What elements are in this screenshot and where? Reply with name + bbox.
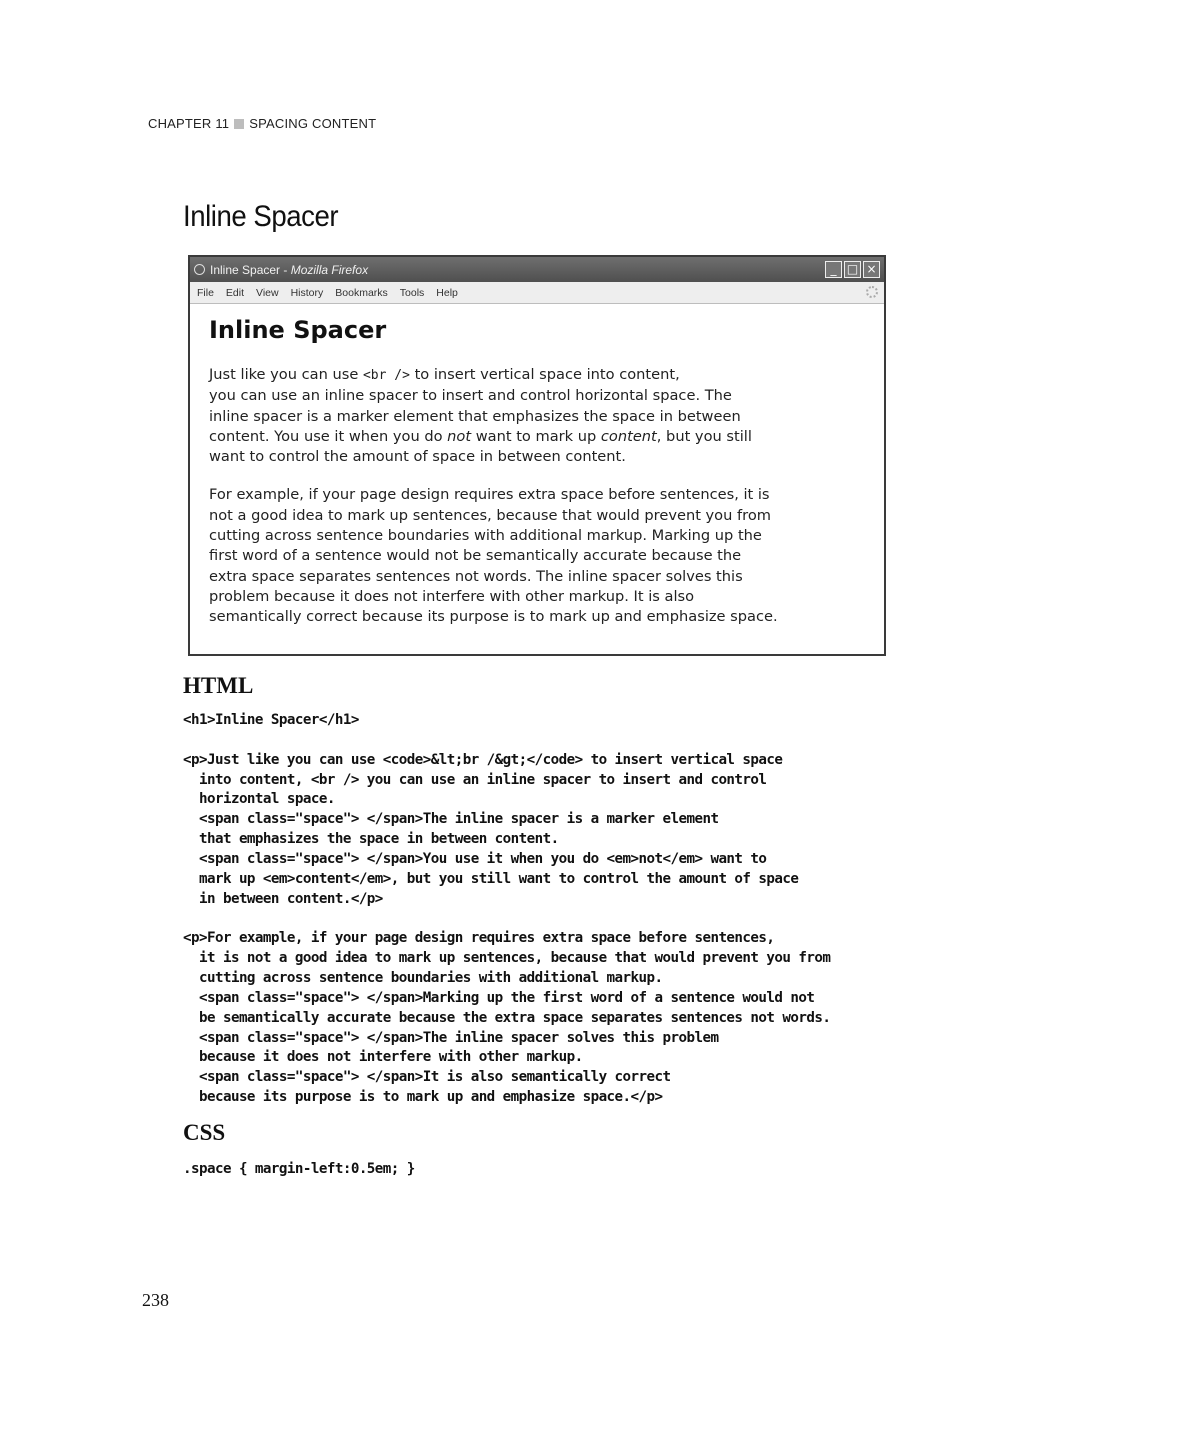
p1-text: , but you still — [656, 427, 752, 445]
p2-line: extra space separates sentences not words. The inline spacer solves this — [209, 567, 743, 585]
window-title — [210, 263, 368, 277]
p2-line: For example, if your page design requires extra space before sentences, it is — [209, 486, 770, 504]
browser-menubar — [190, 282, 884, 304]
p2-line: first word of a sentence would not be semantically accurate because the — [209, 547, 742, 565]
window-title-page: Inline Spacer - — [210, 262, 291, 277]
browser-window — [188, 255, 886, 656]
window-title-app: Mozilla Firefox — [290, 262, 369, 277]
rendered-paragraph-1 — [209, 365, 864, 467]
browser-viewport — [190, 304, 884, 628]
menu-help[interactable]: Help — [436, 286, 458, 299]
p1-emphasis: not — [447, 427, 472, 445]
running-head — [148, 116, 376, 131]
html-heading: HTML — [183, 673, 254, 698]
p1-text: want to control the amount of space in between content. — [209, 448, 626, 466]
p1-code: <br /> — [362, 368, 410, 383]
rendered-heading: Inline Spacer — [209, 316, 387, 344]
css-heading: CSS — [183, 1120, 226, 1145]
p1-text: content. You use it when you do — [209, 427, 448, 445]
firefox-icon — [194, 264, 205, 275]
page-number: 238 — [142, 1290, 169, 1310]
window-controls — [825, 261, 880, 278]
p1-text: inline spacer is a marker element that emphasizes the space in between — [209, 407, 741, 425]
menu-edit[interactable]: Edit — [225, 286, 245, 299]
p1-emphasis: content — [600, 427, 657, 445]
css-code-listing: .space { margin-left:0.5em; } — [183, 1161, 415, 1177]
p1-text: to insert vertical space into content, — [409, 366, 680, 383]
menu-bookmarks[interactable]: Bookmarks — [335, 286, 388, 299]
p2-line: problem because it does not interfere with other markup. It is also — [209, 587, 695, 605]
separator-square-icon — [234, 119, 244, 129]
rendered-paragraph-2 — [209, 485, 864, 627]
browser-titlebar — [190, 257, 884, 282]
menu-history[interactable]: History — [290, 286, 324, 299]
minimize-icon[interactable]: _ — [825, 261, 842, 278]
p2-line: not a good idea to mark up sentences, because that would prevent you from — [209, 506, 771, 524]
throbber-icon — [866, 286, 878, 298]
menu-tools[interactable]: Tools — [399, 286, 425, 299]
maximize-icon[interactable]: □ — [844, 261, 861, 278]
p1-text: want to mark up — [471, 427, 601, 445]
chapter-title: SPACING CONTENT — [249, 116, 377, 131]
p1-text: you can use an inline spacer to insert and control horizontal space. The — [209, 387, 732, 405]
close-icon[interactable]: × — [863, 261, 880, 278]
menu-view[interactable]: View — [256, 286, 279, 299]
p1-text: Just like you can use — [209, 366, 363, 383]
p2-line: cutting across sentence boundaries with additional markup. Marking up the — [209, 527, 762, 545]
p2-line: semantically correct because its purpose is to mark up and emphasize space. — [209, 608, 778, 626]
section-title: Inline Spacer — [183, 200, 339, 233]
chapter-label: CHAPTER 11 — [148, 116, 230, 131]
html-code-listing: <h1>Inline Spacer</h1> <p>Just like you can use <code>&lt;br /&gt;</code> to insert vertical space into content, <br /> you can use an inline spacer to insert and control horizontal space. <span class="space"> </span>The inline spacer is a marker element that emphasizes the space in between content. <span class="space"> </span>You use it when you do <em>not</em> want to mark up <em>content</em>, but you still want to control the amount of space in between content.</p> <p>For example, if your page design requires extra space before sentences, it is not a good idea to mark up sentences, because that would prevent you from cutting across sentence boundaries with additional markup. <span class="space"> </span>Marking up the first word of a sentence would not be semantically accurate because the extra space separates sentences not words. <span class="space"> </span>The inline spacer solves this problem because it does not interfere with other markup. <span class="space"> </span>It is also semantically correct because its purpose is to mark up and emphasize space.</p> — [183, 712, 831, 1106]
menu-file[interactable]: File — [197, 286, 214, 299]
